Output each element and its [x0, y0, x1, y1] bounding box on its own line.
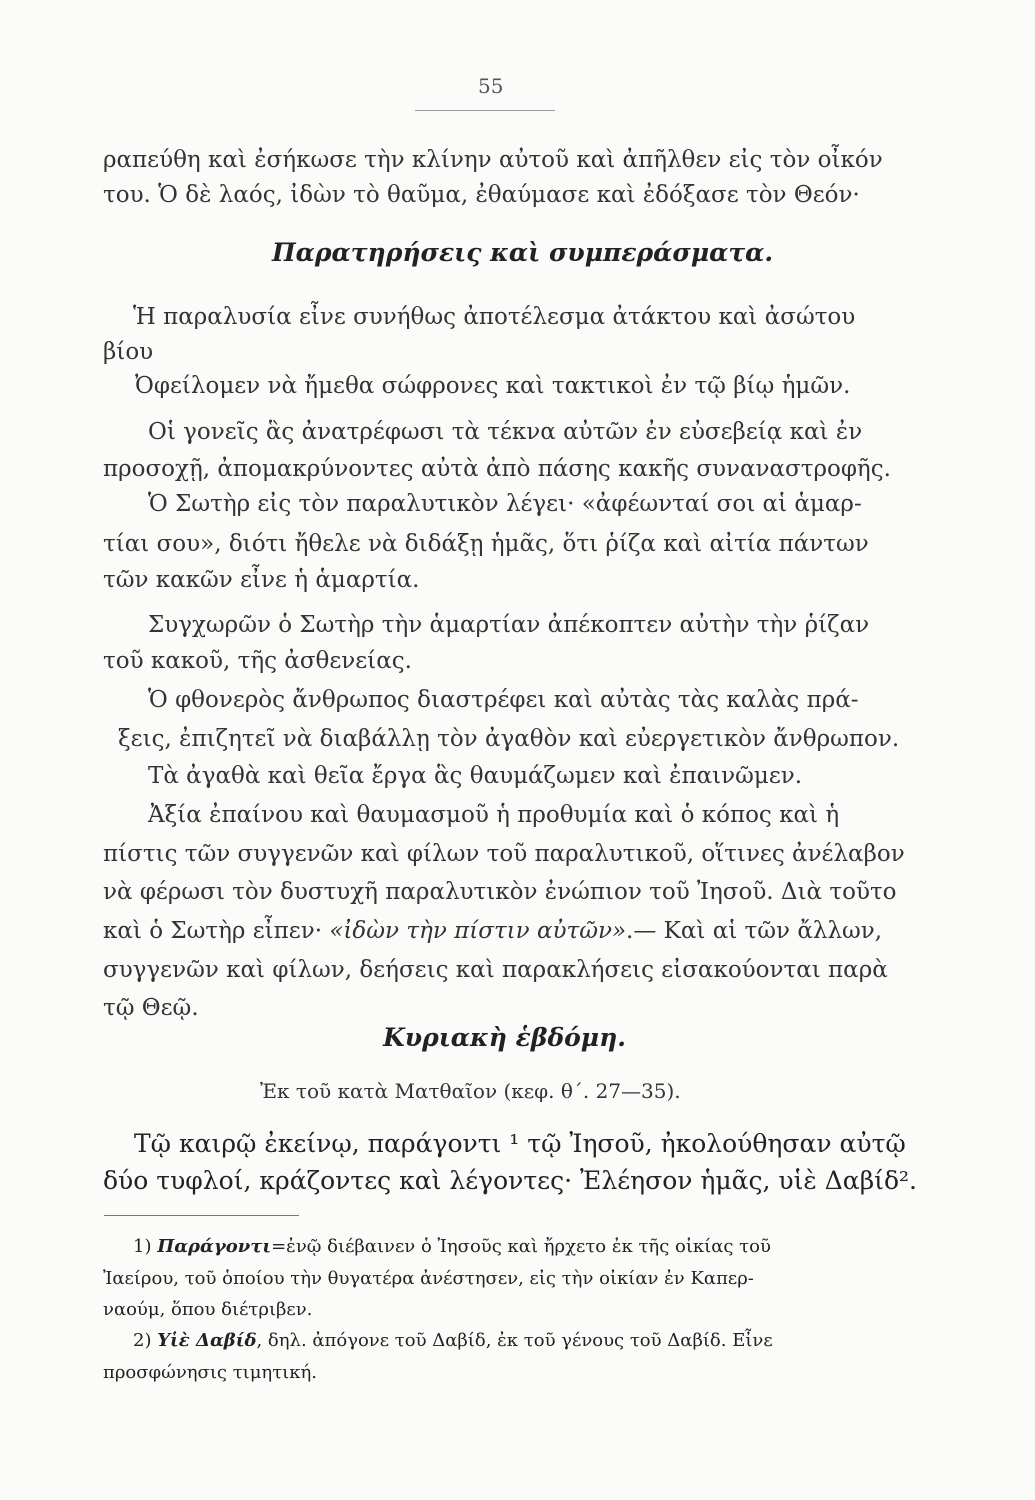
footnote-term: Παράγοντι	[157, 1236, 272, 1257]
text-segment: καὶ ὁ Σωτὴρ εἶπεν·	[103, 918, 330, 944]
footnote-2	[133, 1330, 773, 1351]
text-line: ραπεύθη καὶ ἐσήκωσε τὴν κλίνην αὐτοῦ καὶ ἀπῆλθεν εἰς τὸν οἶκόν	[103, 147, 883, 173]
gospel-line: δύο τυφλοί, κράζοντες καὶ λέγοντες· Ἐλέησον ἡμᾶς, υἱὲ Δαβίδ².	[103, 1166, 917, 1195]
text-line: ξεις, ἐπιζητεῖ νὰ διαβάλλῃ τὸν ἀγαθὸν καὶ εὐεργετικὸν ἄνθρωπον.	[118, 726, 900, 752]
text-line: βίου	[103, 339, 154, 365]
text-line: τοῦ κακοῦ, τῆς ἀσθενείας.	[103, 648, 412, 674]
section-heading: Κυριακὴ ἑβδόμη.	[383, 1023, 626, 1052]
text-line: Ἀξία ἐπαίνου καὶ θαυμασμοῦ ἡ προθυμία καὶ ὁ κόπος καὶ ἡ	[148, 802, 840, 828]
footnote-text: =ἐνῷ διέβαινεν ὁ Ἰησοῦς καὶ ἤρχετο ἐκ τῆς οἰκίας τοῦ	[271, 1236, 771, 1257]
quote-italic: «ἰδὼν τὴν πίστιν αὐτῶν»	[329, 918, 627, 944]
text-line: Ἡ παραλυσία εἶνε συνήθως ἀποτέλεσμα ἀτάκτου καὶ ἀσώτου	[133, 304, 856, 330]
footnote-rule	[104, 1215, 299, 1216]
text-line: νὰ φέρωσι τὸν δυστυχῆ παραλυτικὸν ἐνώπιον τοῦ Ἰησοῦ. Διὰ τοῦτο	[103, 879, 897, 905]
text-line: προσοχῇ, ἀπομακρύνοντες αὐτὰ ἀπὸ πάσης κακῆς συναναστροφῆς.	[103, 456, 891, 482]
footnote-1	[133, 1236, 771, 1257]
footnote-line: ναούμ, ὅπου διέτριβεν.	[103, 1299, 313, 1320]
text-line: Ὀφείλομεν νὰ ἤμεθα σώφρονες καὶ τακτικοὶ ἐν τῷ βίῳ ἡμῶν.	[135, 373, 851, 399]
gospel-line: Τῷ καιρῷ ἐκείνῳ, παράγοντι ¹ τῷ Ἰησοῦ, ἠκολούθησαν αὐτῷ	[134, 1129, 906, 1158]
text-line: τίαι σου», διότι ἤθελε νὰ διδάξῃ ἡμᾶς, ὅτι ῥίζα καὶ αἰτία πάντων	[103, 531, 869, 557]
text-line: Τὰ ἀγαθὰ καὶ θεῖα ἔργα ἃς θαυμάζωμεν καὶ ἐπαινῶμεν.	[148, 763, 803, 789]
section-heading: Παρατηρήσεις καὶ συμπεράσματα.	[272, 238, 774, 267]
footnote-term: Υἱὲ Δαβίδ	[157, 1330, 257, 1351]
text-line: Ὁ φθονερὸς ἄνθρωπος διαστρέφει καὶ αὐτὰς τὰς καλὰς πρά-	[148, 687, 859, 713]
scripture-reference: Ἐκ τοῦ κατὰ Ματθαῖον (κεφ. θ΄. 27—35).	[260, 1079, 681, 1103]
text-line: τῷ Θεῷ.	[103, 995, 199, 1021]
footnote-line: Ἰαείρου, τοῦ ὁποίου τὴν θυγατέρα ἀνέστησεν, εἰς τὴν οἰκίαν ἐν Καπερ-	[103, 1268, 754, 1289]
text-line: τῶν κακῶν εἶνε ἡ ἁμαρτία.	[103, 567, 420, 593]
footnote-line: προσφώνησις τιμητική.	[103, 1362, 317, 1383]
footnote-number: 2)	[133, 1330, 158, 1351]
text-line	[103, 916, 882, 946]
footnote-text: , δηλ. ἀπόγονε τοῦ Δαβίδ, ἐκ τοῦ γένους τοῦ Δαβίδ. Εἶνε	[256, 1330, 773, 1351]
text-line: του. Ὁ δὲ λαός, ἰδὼν τὸ θαῦμα, ἐθαύμασε καὶ ἐδόξασε τὸν Θεόν·	[103, 182, 860, 208]
footnote-number: 1)	[133, 1236, 158, 1257]
text-line: Ὁ Σωτὴρ εἰς τὸν παραλυτικὸν λέγει· «ἀφέωνταί σοι αἱ ἁμαρ-	[148, 491, 862, 517]
text-line: Οἱ γονεῖς ἃς ἀνατρέφωσι τὰ τέκνα αὐτῶν ἐν εὐσεβείᾳ καὶ ἐν	[148, 419, 863, 445]
text-line: συγγενῶν καὶ φίλων, δεήσεις καὶ παρακλήσεις εἰσακούονται παρὰ	[103, 957, 888, 983]
text-line: πίστις τῶν συγγενῶν καὶ φίλων τοῦ παραλυτικοῦ, οἵτινες ἀνέλαβον	[103, 841, 905, 867]
text-segment: .— Καὶ αἱ τῶν ἄλλων,	[626, 918, 883, 944]
page-number: 55	[478, 74, 504, 98]
text-line: Συγχωρῶν ὁ Σωτὴρ τὴν ἁμαρτίαν ἀπέκοπτεν αὐτὴν τὴν ῥίζαν	[148, 612, 870, 638]
header-rule	[415, 110, 555, 111]
